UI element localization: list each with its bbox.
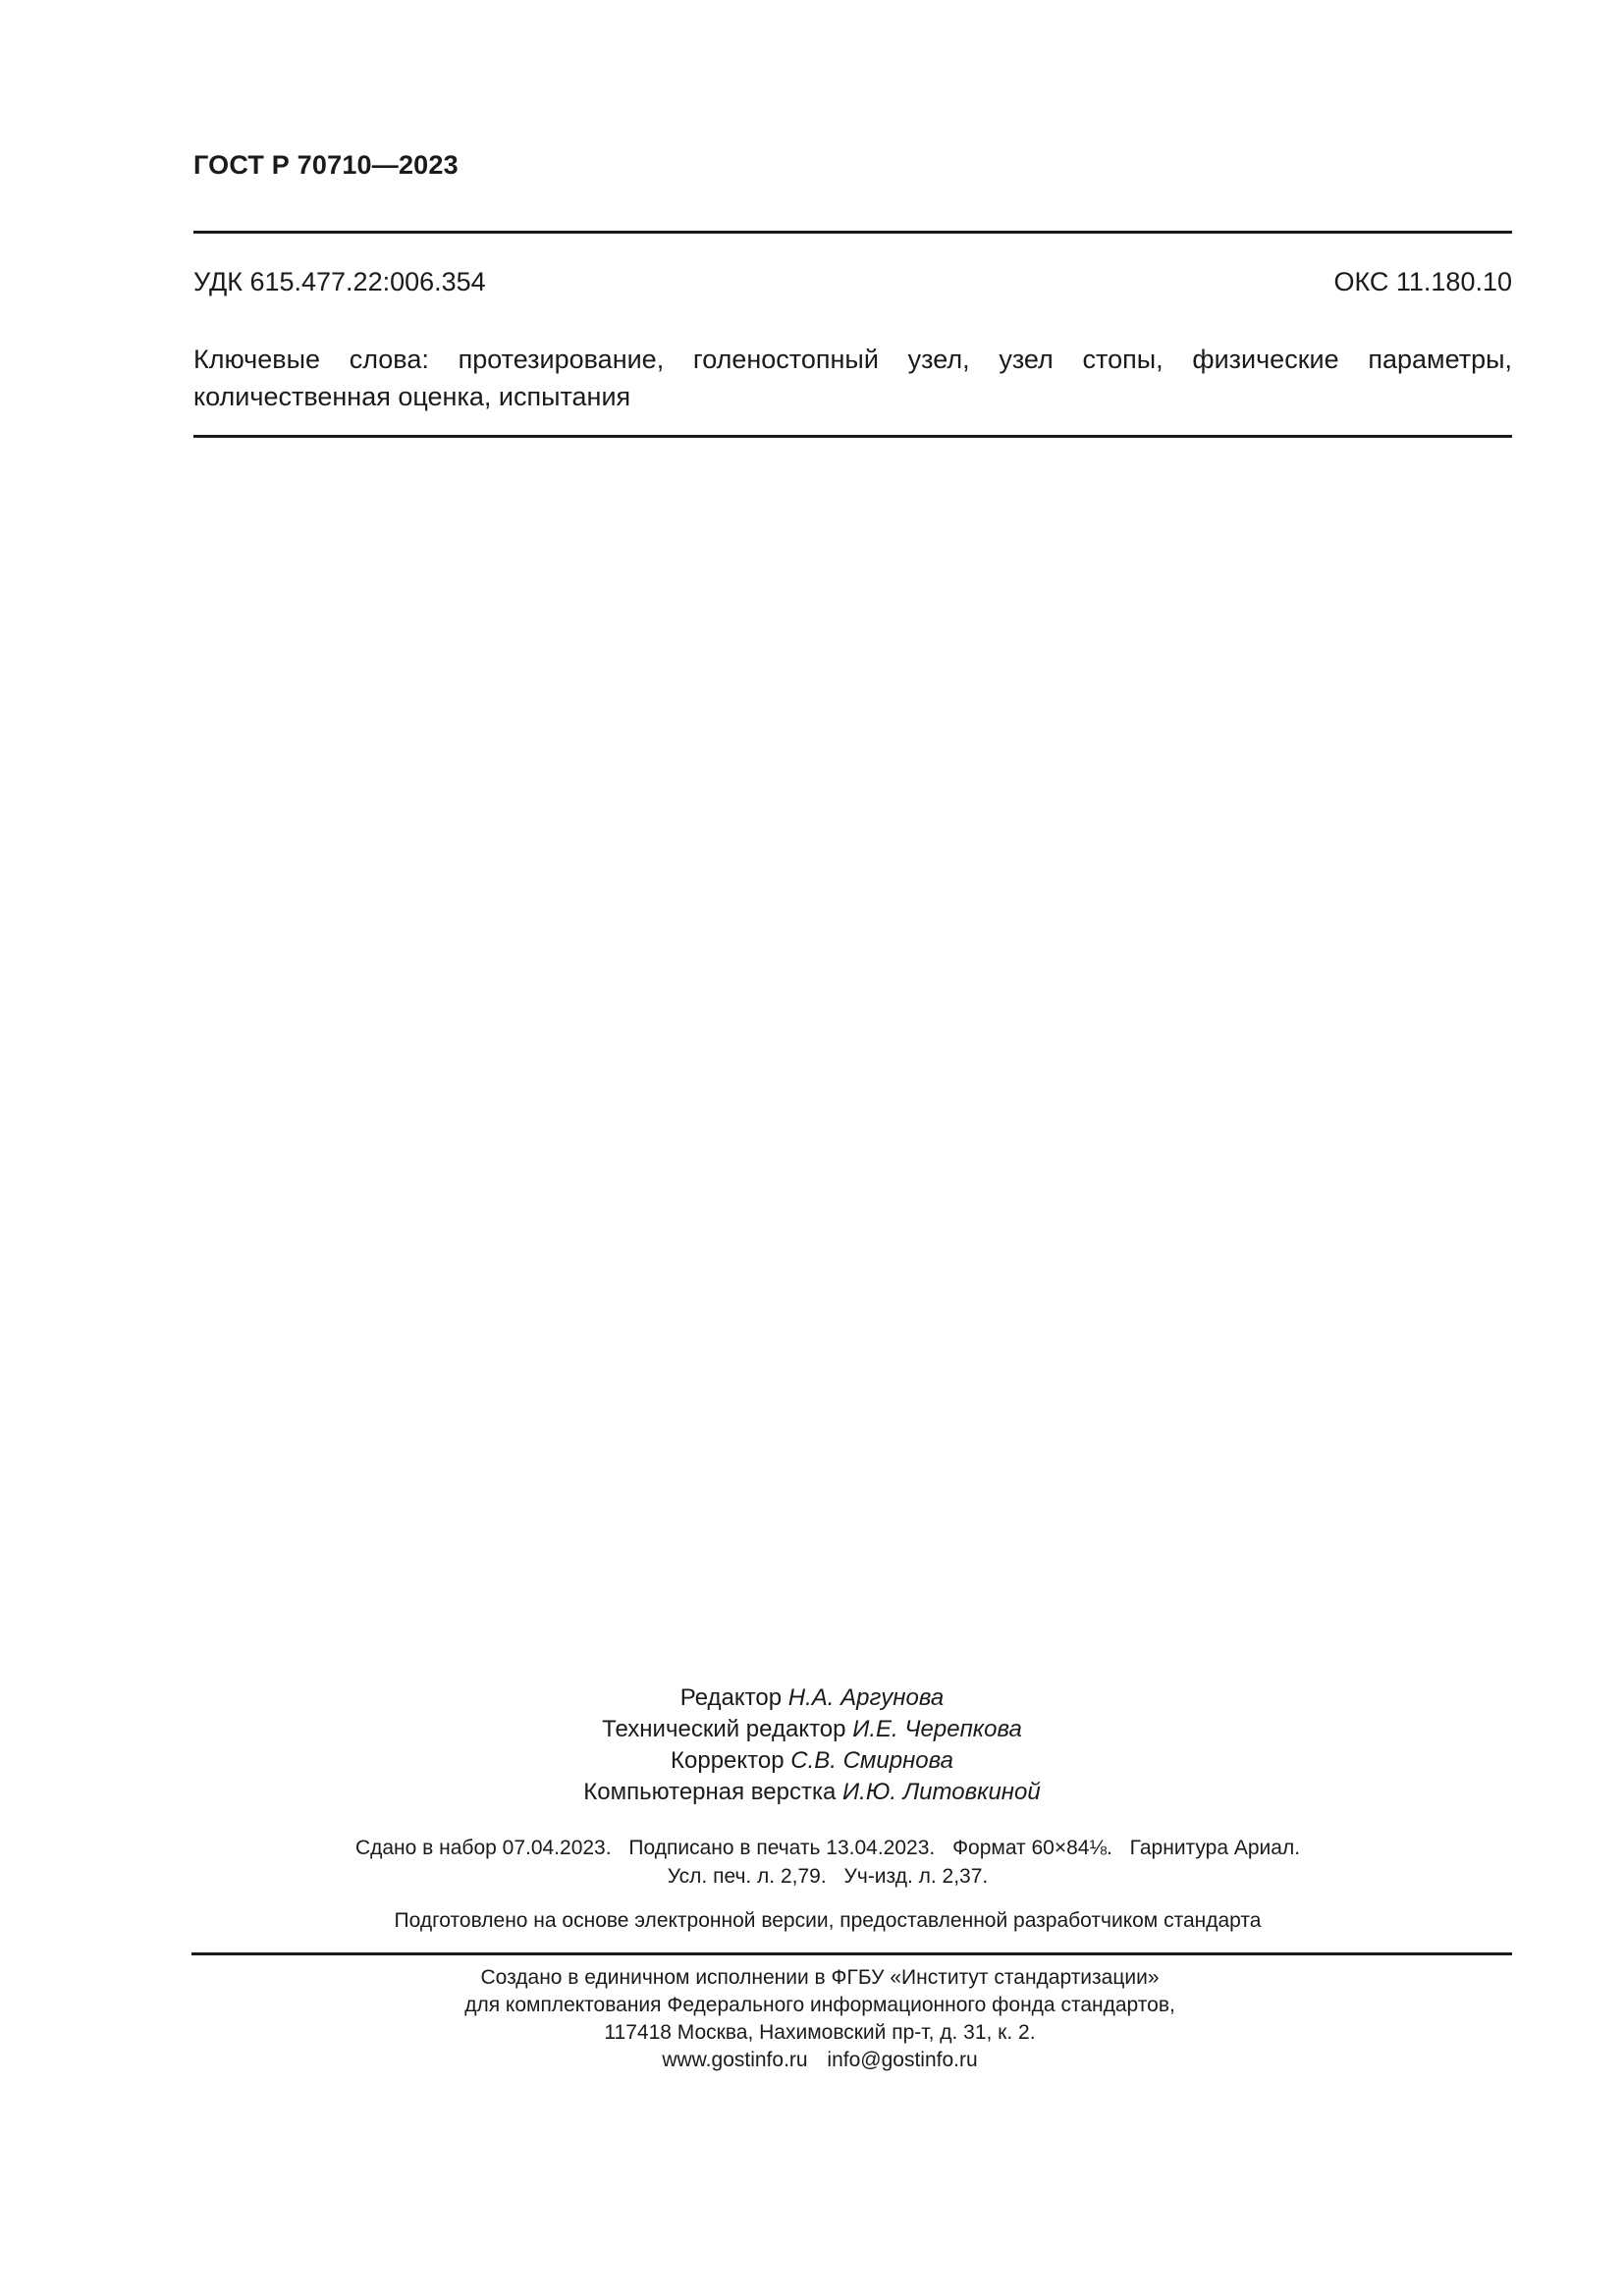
publisher-email-link[interactable]: info@gostinfo.ru <box>827 2049 978 2071</box>
publisher-line-1: Создано в единичном исполнении в ФГБУ «Институт стандартизации» <box>480 1966 1160 1989</box>
credit-tech-editor <box>0 1714 1624 1745</box>
credit-corrector <box>0 1745 1624 1777</box>
publisher-sheets: Уч-изд. л. 2,37. <box>843 1865 989 1888</box>
credit-layout <box>0 1777 1624 1808</box>
oks-code: ОКС 11.180.10 <box>1333 267 1512 296</box>
publisher-info <box>0 1964 1624 2074</box>
credit-editor <box>0 1682 1624 1714</box>
keywords-divider <box>193 435 1512 438</box>
bottom-divider <box>191 1952 1512 1955</box>
publisher-address: 117418 Москва, Нахимовский пр-т, д. 31, к. 2. <box>604 2021 1036 2044</box>
editorial-credits <box>0 1682 1624 1808</box>
keywords-paragraph: Ключевые слова: протезирование, голеностопный узел, узел стопы, физические параметры, количественная оценка, испытания <box>193 345 1512 411</box>
credit-corrector-label: Корректор <box>671 1747 785 1774</box>
publisher-line-2: для комплектования Федерального информационного фонда стандартов, <box>464 1994 1175 2016</box>
print-sheets: Усл. печ. л. 2,79. <box>667 1865 827 1888</box>
credit-layout-name: И.Ю. Литовкиной <box>842 1779 1041 1805</box>
credit-editor-label: Редактор <box>679 1684 783 1711</box>
print-info-line-2 <box>16 1865 1624 1889</box>
prepared-note: Подготовлено на основе электронной версии, предоставленной разработчиком стандарта <box>394 1909 1262 1932</box>
paper-format: Формат 60×84⅛. <box>952 1837 1112 1859</box>
credit-layout-label: Компьютерная верстка <box>583 1779 837 1805</box>
print-info-line-1 <box>16 1837 1624 1860</box>
udk-code: УДК 615.477.22:006.354 <box>193 267 486 296</box>
credit-tech-editor-label: Технический редактор <box>602 1716 846 1742</box>
credit-tech-editor-name: И.Е. Черепкова <box>852 1716 1022 1742</box>
publisher-contacts <box>16 2047 1624 2074</box>
submitted-date: Сдано в набор 07.04.2023. <box>354 1837 612 1859</box>
typeface: Гарнитура Ариал. <box>1129 1837 1301 1859</box>
credit-corrector-name: С.В. Смирнова <box>790 1747 953 1774</box>
standard-number-header: ГОСТ Р 70710—2023 <box>193 150 459 180</box>
publisher-website-link[interactable]: www.gostinfo.ru <box>662 2049 808 2071</box>
signed-date: Подписано в печать 13.04.2023. <box>628 1837 936 1859</box>
top-divider <box>193 231 1512 234</box>
credit-editor-name: Н.А. Аргунова <box>787 1684 945 1711</box>
